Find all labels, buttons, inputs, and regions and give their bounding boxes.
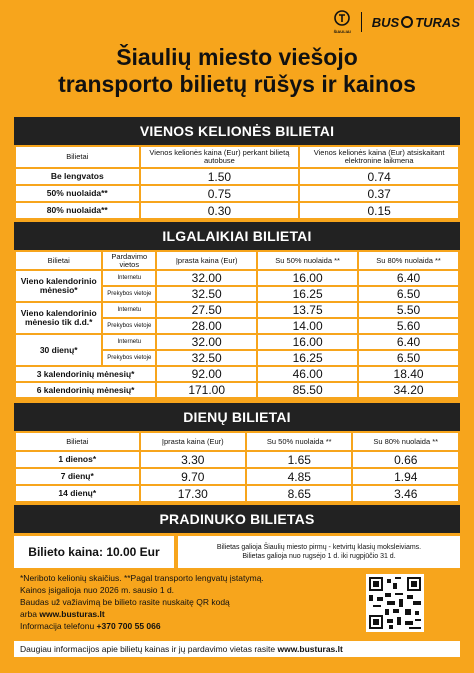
sale-place: Prekybos vietoje <box>103 351 155 365</box>
days-header-d80: Su 80% nuolaida ** <box>353 433 458 450</box>
longterm-header-tickets: Bilietai <box>16 252 101 269</box>
price-cell: 4.85 <box>247 469 351 484</box>
row-label: 1 dienos* <box>16 452 139 467</box>
price-cell: 9.70 <box>141 469 245 484</box>
bottom-info-bar <box>14 641 460 657</box>
pupil-info-line-1: Bilietas galioja Šiaulių miesto pirmų - ketvirtų klasių moksleiviams. <box>216 544 422 551</box>
longterm-header-regular: Įprasta kaina (Eur) <box>157 252 256 269</box>
single-header-card: Vienos kelionės kaina (Eur) atsiskaitant elektronine laikmena <box>300 147 458 167</box>
row-label: 6 kalendorinių mėnesių* <box>16 383 155 397</box>
table-row <box>16 186 458 201</box>
pupil-ticket-description <box>178 536 460 568</box>
price-cell: 27.50 <box>157 303 256 317</box>
row-label: 3 kalendorinių mėnesių* <box>16 367 155 381</box>
price-cell: 34.20 <box>359 383 458 397</box>
pupil-ticket-info <box>14 536 460 568</box>
sale-place: Internetu <box>103 303 155 317</box>
price-cell: 6.50 <box>359 287 458 301</box>
price-cell: 0.37 <box>300 186 458 201</box>
sale-place: Internetu <box>103 271 155 285</box>
price-cell: 32.00 <box>157 271 256 285</box>
day-tickets-table <box>14 431 460 503</box>
day-tickets-title: DIENŲ BILIETAI <box>14 403 460 431</box>
sale-place: Prekybos vietoje <box>103 319 155 333</box>
days-header-d50: Su 50% nuolaida ** <box>247 433 351 450</box>
longterm-header-d50: Su 50% nuolaida ** <box>258 252 357 269</box>
busturas-mark-icon <box>401 16 413 28</box>
longterm-header-d80: Su 80% nuolaida ** <box>359 252 458 269</box>
phone-prefix: Informacija telefonu <box>20 621 97 631</box>
page-title <box>0 44 474 98</box>
table-row <box>16 469 458 484</box>
sale-place: Prekybos vietoje <box>103 287 155 301</box>
price-cell: 5.50 <box>359 303 458 317</box>
pupil-ticket-price: Bilieto kaina: 10.00 Eur <box>14 536 174 568</box>
table-row <box>16 367 458 381</box>
price-cell: 0.15 <box>300 203 458 218</box>
price-cell: 14.00 <box>258 319 357 333</box>
price-cell: 32.00 <box>157 335 256 349</box>
price-cell: 32.50 <box>157 351 256 365</box>
pupil-ticket-title: PRADINUKO BILIETAS <box>14 505 460 533</box>
title-line-2: transporto bilietų rūšys ir kainos <box>58 71 416 97</box>
table-row <box>16 452 458 467</box>
qr-instruction: Baudas už važiavimą be bilieto rasite nuskaitę QR kodą <box>20 597 230 607</box>
phone-line <box>20 620 360 632</box>
website-link[interactable]: www.busturas.lt <box>39 609 105 619</box>
row-label: 14 dienų* <box>16 486 139 501</box>
city-logo <box>334 10 351 34</box>
bus-logo-right: TURAS <box>415 14 460 30</box>
price-cell: 92.00 <box>157 367 256 381</box>
price-cell: 16.25 <box>258 287 357 301</box>
row-label: 50% nuolaida** <box>16 186 139 201</box>
logo-divider <box>361 12 362 32</box>
bus-logo-left: BUS <box>371 14 400 30</box>
pupil-info-line-2: Bilietas galioja nuo rugsėjo 1 d. iki rugpjūčio 31 d. <box>242 553 396 560</box>
website-line <box>20 608 360 620</box>
row-label: Vieno kalendorinio mėnesio* <box>16 271 101 301</box>
website-prefix: arba <box>20 609 40 619</box>
price-cell: 8.65 <box>247 486 351 501</box>
price-cell: 171.00 <box>157 383 256 397</box>
price-cell: 0.30 <box>141 203 299 218</box>
price-cell: 28.00 <box>157 319 256 333</box>
footnote-1: *Neriboto kelionių skaičius. **Pagal transporto lengvatų įstatymą. <box>20 573 264 583</box>
price-cell: 0.74 <box>300 169 458 184</box>
price-cell: 1.94 <box>353 469 458 484</box>
phone-number[interactable]: +370 700 55 066 <box>96 621 161 631</box>
qr-code[interactable] <box>366 574 424 632</box>
price-cell: 18.40 <box>359 367 458 381</box>
bottom-info-text: Daugiau informacijos apie bilietų kainas ir jų pardavimo vietas rasite <box>20 644 278 654</box>
price-cell: 1.65 <box>247 452 351 467</box>
busturas-logo <box>372 15 460 30</box>
city-logo-name: ŠIAULIAI <box>333 29 351 34</box>
price-cell: 0.66 <box>353 452 458 467</box>
row-label: Be lengvatos <box>16 169 139 184</box>
table-row <box>16 169 458 184</box>
table-row <box>16 335 458 349</box>
price-cell: 5.60 <box>359 319 458 333</box>
single-header-bus: Vienos kelionės kaina (Eur) perkant bilietą autobuse <box>141 147 299 167</box>
header-logos <box>334 10 460 34</box>
longterm-header-place: Pardavimo vietos <box>103 252 155 269</box>
longterm-tickets-title: ILGALAIKIAI BILIETAI <box>14 222 460 250</box>
table-row <box>16 203 458 218</box>
days-header-tickets: Bilietai <box>16 433 139 450</box>
bottom-website-link[interactable]: www.busturas.lt <box>277 644 343 654</box>
city-emblem-icon <box>334 10 350 28</box>
price-cell: 3.46 <box>353 486 458 501</box>
table-row <box>16 303 458 317</box>
price-cell: 1.50 <box>141 169 299 184</box>
price-cell: 85.50 <box>258 383 357 397</box>
price-cell: 16.25 <box>258 351 357 365</box>
price-cell: 16.00 <box>258 335 357 349</box>
qr-code-icon <box>369 577 421 629</box>
price-cell: 6.50 <box>359 351 458 365</box>
table-row <box>16 271 458 285</box>
footnote-2: Kainos įsigalioja nuo 2026 m. sausio 1 d. <box>20 585 175 595</box>
price-cell: 6.40 <box>359 271 458 285</box>
price-cell: 13.75 <box>258 303 357 317</box>
price-cell: 32.50 <box>157 287 256 301</box>
single-tickets-table <box>14 145 460 220</box>
table-row <box>16 486 458 501</box>
price-cell: 6.40 <box>359 335 458 349</box>
price-cell: 17.30 <box>141 486 245 501</box>
title-line-1: Šiaulių miesto viešojo <box>116 44 358 70</box>
single-tickets-title: VIENOS KELIONĖS BILIETAI <box>14 117 460 145</box>
row-label: 7 dienų* <box>16 469 139 484</box>
longterm-tickets-table <box>14 250 460 399</box>
table-row <box>16 383 458 397</box>
price-cell: 3.30 <box>141 452 245 467</box>
row-label: 80% nuolaida** <box>16 203 139 218</box>
single-header-tickets: Bilietai <box>16 147 139 167</box>
row-label: 30 dienų* <box>16 335 101 365</box>
days-header-regular: Įprasta kaina (Eur) <box>141 433 245 450</box>
sale-place: Internetu <box>103 335 155 349</box>
price-cell: 0.75 <box>141 186 299 201</box>
footer-notes <box>20 572 360 632</box>
price-cell: 16.00 <box>258 271 357 285</box>
row-label: Vieno kalendorinio mėnesio tik d.d.* <box>16 303 101 333</box>
price-cell: 46.00 <box>258 367 357 381</box>
